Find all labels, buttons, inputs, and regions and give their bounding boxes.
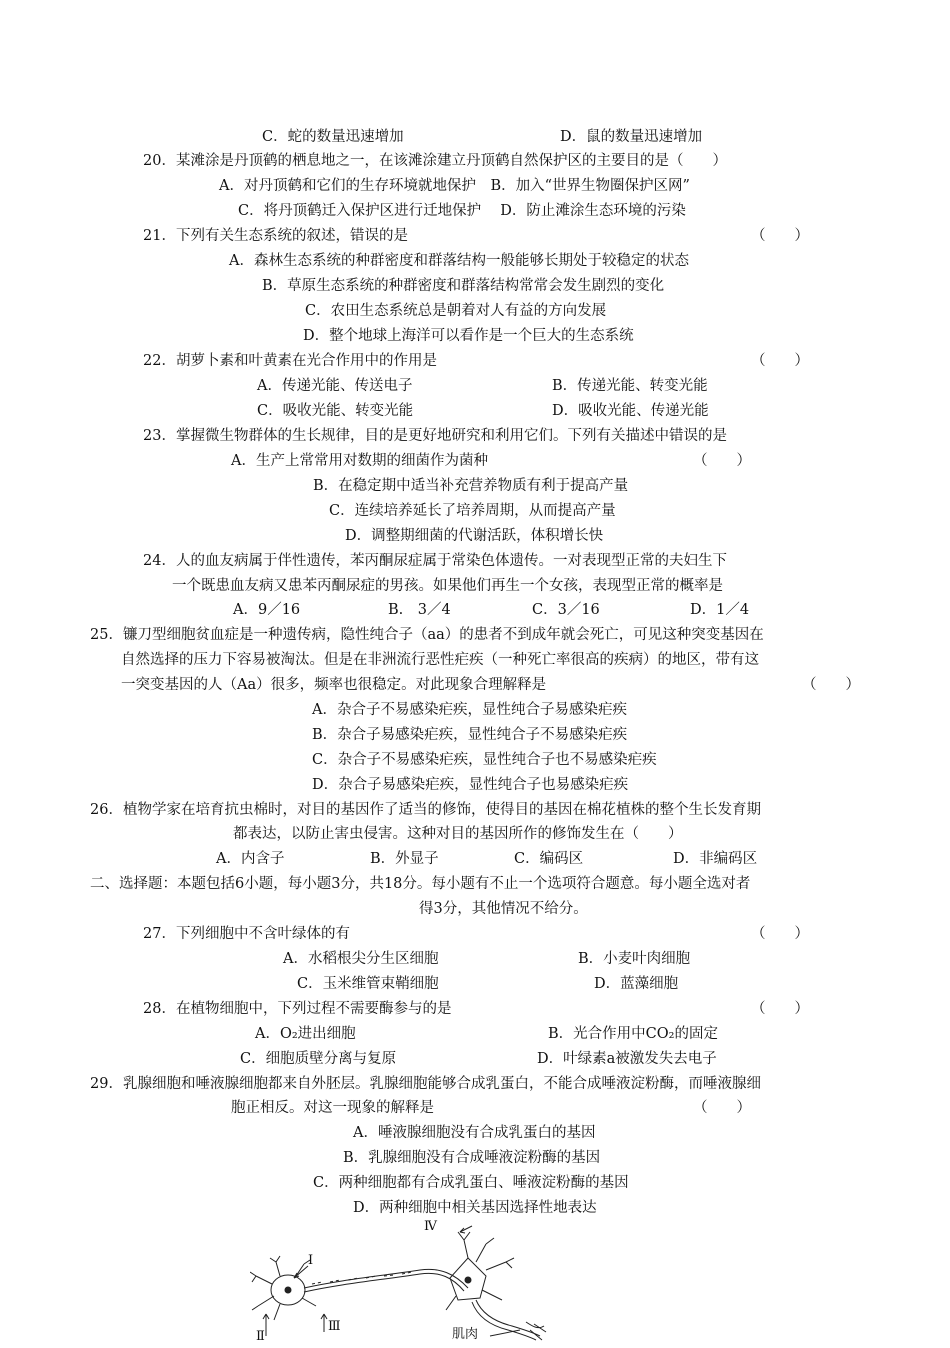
q20-options-row1: A．对丹顶鹤和它们的生存环境就地保护 B．加入“世界生物圈保护区网” xyxy=(219,178,690,194)
q28-option-b: B．光合作用中CO₂的固定 xyxy=(548,1026,718,1042)
q26-option-b: B．外显子 xyxy=(370,851,439,867)
q22-option-b: B．传递光能、转变光能 xyxy=(552,378,708,394)
q28-answer-paren: （ ） xyxy=(751,1001,809,1017)
q22-option-a: A．传递光能、传送电子 xyxy=(257,378,413,394)
q25-option-a: A．杂合子不易感染疟疾，显性纯合子易感染疟疾 xyxy=(312,702,627,718)
q28-stem: 28．在植物细胞中，下列过程不需要酶参与的是 xyxy=(143,1001,452,1017)
label-iii: Ⅲ xyxy=(328,1319,341,1334)
q27-option-d: D．蓝藻细胞 xyxy=(594,976,679,992)
q22-answer-paren: （ ） xyxy=(751,353,809,369)
q19-option-d: D．鼠的数量迅速增加 xyxy=(560,129,703,145)
q20-options-row2: C．将丹顶鹤迁入保护区进行迁地保护 D．防止滩涂生态环境的污染 xyxy=(238,203,686,219)
q24-option-d: D．1／4 xyxy=(690,602,750,618)
q24-option-b: B. 3／4 xyxy=(388,602,451,618)
q26-option-c: C．编码区 xyxy=(514,851,584,867)
q25-option-c: C．杂合子不易感染疟疾，显性纯合子也不易感染疟疾 xyxy=(312,752,657,768)
arrow-muscle xyxy=(490,1330,520,1336)
arrow-iv xyxy=(460,1226,472,1232)
q29-answer-paren: （ ） xyxy=(693,1100,751,1116)
q27-option-b: B．小麦叶肉细胞 xyxy=(578,951,691,967)
neuron-diagram xyxy=(250,1218,550,1344)
q27-answer-paren: （ ） xyxy=(751,926,809,942)
q22-stem: 22．胡萝卜素和叶黄素在光合作用中的作用是 xyxy=(143,353,437,369)
q25-option-d: D．杂合子易感染疟疾，显性纯合子也易感染疟疾 xyxy=(312,777,629,793)
label-muscle: 肌肉 xyxy=(452,1327,479,1342)
q21-option-b: B．草原生态系统的种群密度和群落结构常常会发生剧烈的变化 xyxy=(262,278,665,294)
q23-option-a: A．生产上常常用对数期的细菌作为菌种 xyxy=(231,453,488,469)
q25-stem-line3: 一突变基因的人（Aa）很多，频率也很稳定。对此现象合理解释是 xyxy=(121,677,547,693)
q23-option-c: C．连续培养延长了培养周期，从而提高产量 xyxy=(329,503,616,519)
q26-option-a: A．内含子 xyxy=(216,851,285,867)
section2-instruction-line1: 二、选择题：本题包括6小题，每小题3分，共18分。每小题有不止一个选项符合题意。每小题全选对者 xyxy=(90,876,751,892)
q29-option-d: D．两种细胞中相关基因选择性地表达 xyxy=(353,1200,597,1216)
q21-stem: 21．下列有关生态系统的叙述，错误的是 xyxy=(143,228,408,244)
q26-option-d: D．非编码区 xyxy=(673,851,758,867)
q29-option-c: C．两种细胞都有合成乳蛋白、唾液淀粉酶的基因 xyxy=(313,1175,629,1191)
q23-stem: 23．掌握微生物群体的生长规律，目的是更好地研究和利用它们。下列有关描述中错误的是 xyxy=(143,428,727,444)
q26-stem-line2: 都表达，以防止害虫侵害。这种对目的基因所作的修饰发生在（ ） xyxy=(233,826,683,842)
q24-stem-line1: 24．人的血友病属于伴性遗传，苯丙酮尿症属于常染色体遗传。一对表现型正常的夫妇生下 xyxy=(143,553,727,569)
q28-option-c: C．细胞质壁分离与复原 xyxy=(240,1051,397,1067)
q24-option-c: C．3／16 xyxy=(532,602,600,618)
q25-answer-paren: （ ） xyxy=(802,677,860,693)
q29-option-a: A．唾液腺细胞没有合成乳蛋白的基因 xyxy=(353,1125,596,1141)
label-ii: Ⅱ xyxy=(256,1329,265,1344)
q27-stem: 27．下列细胞中不含叶绿体的有 xyxy=(143,926,350,942)
q25-option-b: B．杂合子易感染疟疾，显性纯合子不易感染疟疾 xyxy=(312,727,628,743)
q27-option-c: C．玉米维管束鞘细胞 xyxy=(297,976,439,992)
q28-option-d: D．叶绿素a被激发失去电子 xyxy=(537,1051,717,1067)
q20-stem: 20．某滩涂是丹顶鹤的栖息地之一，在该滩涂建立丹顶鹤自然保护区的主要目的是（ ） xyxy=(143,153,727,169)
q21-answer-paren: （ ） xyxy=(751,228,809,244)
q25-stem-line2: 自然选择的压力下容易被淘汰。但是在非洲流行恶性疟疾（一种死亡率很高的疾病）的地区，带有这 xyxy=(121,652,759,668)
q29-stem-line2: 胞正相反。对这一现象的解释是 xyxy=(231,1100,434,1116)
neuron-reflex-figure xyxy=(250,1218,550,1344)
q23-answer-paren: （ ） xyxy=(693,453,751,469)
q28-option-a: A．O₂进出细胞 xyxy=(255,1026,356,1042)
q26-stem-line1: 26．植物学家在培育抗虫棉时，对目的基因作了适当的修饰，使得目的基因在棉花植株的整个生长发育期 xyxy=(90,802,761,818)
q22-option-d: D．吸收光能、传递光能 xyxy=(552,403,709,419)
q24-stem-line2: 一个既患血友病又患苯丙酮尿症的男孩。如果他们再生一个女孩，表现型正常的概率是 xyxy=(172,578,723,594)
section2-instruction-line2: 得3分，其他情况不给分。 xyxy=(419,901,588,917)
q27-option-a: A．水稻根尖分生区细胞 xyxy=(283,951,439,967)
q23-option-d: D．调整期细菌的代谢活跃，体积增长快 xyxy=(345,528,604,544)
q21-option-c: C．农田生态系统总是朝着对人有益的方向发展 xyxy=(305,303,607,319)
q25-stem-line1: 25．镰刀型细胞贫血症是一种遗传病，隐性纯合子（aa）的患者不到成年就会死亡，可见这种突变基因在 xyxy=(90,627,764,643)
label-i: Ⅰ xyxy=(308,1253,314,1268)
q29-option-b: B．乳腺细胞没有合成唾液淀粉酶的基因 xyxy=(343,1150,601,1166)
label-iv: Ⅳ xyxy=(424,1219,437,1234)
q24-option-a: A．9／16 xyxy=(233,602,301,618)
q21-option-d: D．整个地球上海洋可以看作是一个巨大的生态系统 xyxy=(303,328,634,344)
q22-option-c: C．吸收光能、转变光能 xyxy=(257,403,414,419)
q23-option-b: B．在稳定期中适当补充营养物质有利于提高产量 xyxy=(313,478,629,494)
q21-option-a: A．森林生态系统的种群密度和群落结构一般能够长期处于较稳定的状态 xyxy=(229,253,689,269)
q19-option-c: C．蛇的数量迅速增加 xyxy=(262,129,404,145)
q29-stem-line1: 29．乳腺细胞和唾液腺细胞都来自外胚层。乳腺细胞能够合成乳蛋白，不能合成唾液淀粉酶，而唾液腺细 xyxy=(90,1076,761,1092)
